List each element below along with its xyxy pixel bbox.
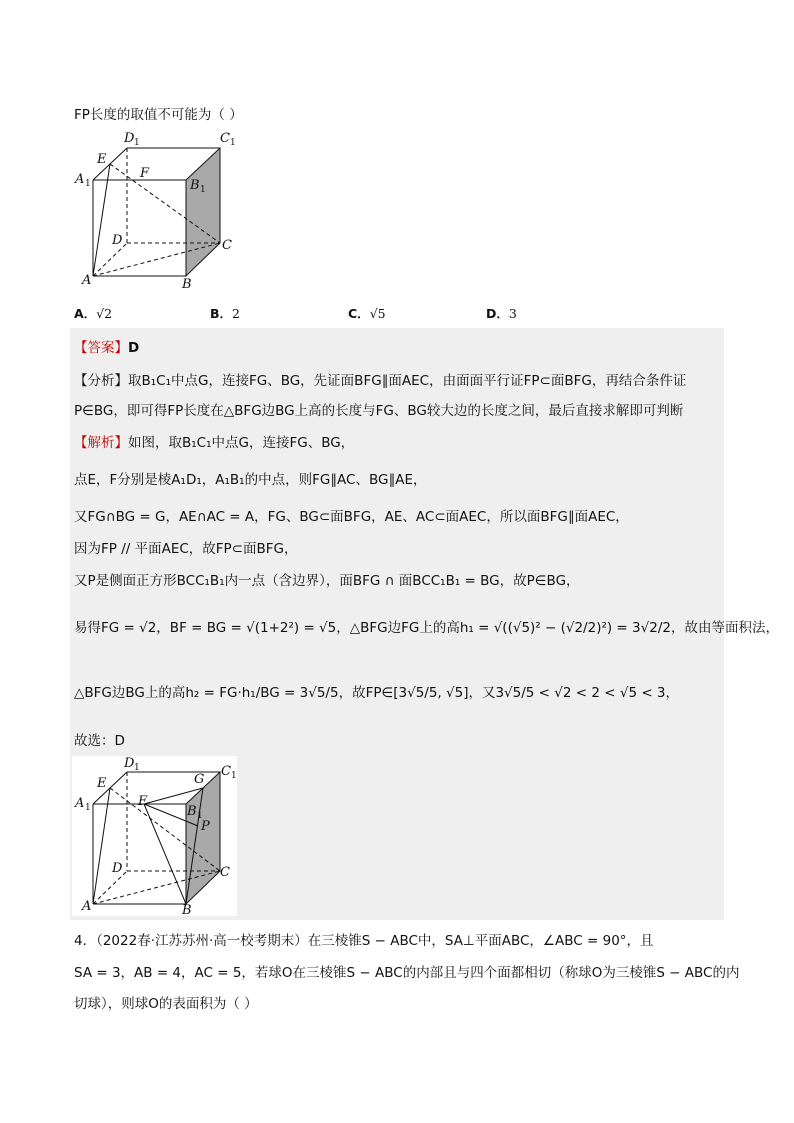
label-C: C <box>220 865 230 880</box>
label-A1: A <box>75 172 85 187</box>
option-d[interactable]: D．3 <box>486 306 517 321</box>
solution-conclusion: 故选：D <box>74 733 125 749</box>
label-E: E <box>97 152 107 167</box>
next-question-line-2: SA = 3，AB = 4，AC = 5，若球O在三棱锥S − ABC的内部且与四个面都相切（称球O为三棱锥S − ABC的内 <box>74 965 740 981</box>
svg-text:1: 1 <box>231 771 237 781</box>
label-P: P <box>201 819 210 834</box>
label-B: B <box>182 903 192 916</box>
label-E: E <box>97 776 107 791</box>
solution-line-3: 又FG∩BG = G，AE∩AC = A，FG、BG⊂面BFG，AE、AC⊂面AEC，所以面BFG∥面AEC， <box>74 509 629 525</box>
svg-text:1: 1 <box>85 179 91 189</box>
solution-tag: 【解析】 <box>74 435 128 451</box>
label-C1: C <box>221 764 231 779</box>
option-b[interactable]: B．2 <box>210 306 240 321</box>
cube-figure-1 <box>74 128 244 293</box>
solution-text-1: 如图，取B₁C₁中点G，连接FG、BG， <box>128 435 355 451</box>
svg-text:1: 1 <box>134 763 140 773</box>
solution-text-7a: △BFG边BG上的高h₂ = <box>74 685 215 701</box>
solution-text-6a: 易得FG = √2，BF = BG = √(1+2²) = √5，△BFG边FG上的高h₁ = <box>74 620 490 636</box>
solution-line-2: 点E，F分别是棱A₁D₁，A₁B₁的中点，则FG∥AC、BG∥AE， <box>74 472 427 488</box>
svg-text:1: 1 <box>200 185 206 195</box>
label-A: A <box>82 899 92 914</box>
cube-figure-2 <box>74 756 239 916</box>
label-D: D <box>112 861 123 876</box>
next-question-line-3: 切球），则球O的表面积为（ ） <box>74 996 258 1012</box>
label-A: A <box>82 273 92 288</box>
analysis-text-1: 取B₁C₁中点G，连接FG、BG，先证面BFG∥面AEC，由面面平行证FP⊂面BFG，再结合条件证 <box>128 373 687 389</box>
label-C1: C <box>220 131 230 146</box>
analysis-line-1 <box>74 369 686 389</box>
answer-line <box>74 336 139 356</box>
option-c[interactable]: C．√5 <box>348 306 386 321</box>
answer-tag: 【答案】 <box>74 340 128 356</box>
solution-line-6 <box>74 616 779 636</box>
label-C: C <box>222 238 232 253</box>
question-stem-tail: FP长度的取值不可能为（ ） <box>74 107 243 123</box>
label-B: B <box>182 277 192 292</box>
option-a[interactable]: A．√2 <box>74 306 113 321</box>
solution-text-7b: FG·h₁/BG = 3√5/5，故FP∈[3√5/5, √5]，又3√5/5 < √2 < 2 < √5 < 3， <box>219 685 680 701</box>
label-F: F <box>140 166 150 181</box>
svg-text:1: 1 <box>230 138 236 148</box>
label-D: D <box>112 233 123 248</box>
solution-line-4: 因为FP // 平面AEC，故FP⊂面BFG， <box>74 541 298 557</box>
analysis-line-2: P∈BG，即可得FP长度在△BFG边BG上高的长度与FG、BG较大边的长度之间，最后直接求解即可判断 <box>74 403 684 419</box>
label-B1: B <box>187 804 197 819</box>
label-A1: A <box>75 796 85 811</box>
shaded-face-bcc1b1 <box>186 772 220 904</box>
svg-text:1: 1 <box>197 811 203 821</box>
label-D1: D <box>124 756 135 771</box>
solution-text-6b: √((√5)² − (√2/2)²) = 3√2/2，故由等面积法， <box>493 620 779 636</box>
solution-line-1 <box>74 431 354 451</box>
label-D1: D <box>124 131 135 146</box>
label-F: F <box>138 794 148 809</box>
svg-text:1: 1 <box>134 138 140 148</box>
svg-text:1: 1 <box>85 803 91 813</box>
shaded-face-bcc1b1 <box>186 148 220 276</box>
label-G: G <box>194 772 205 787</box>
solution-line-5: 又P是侧面正方形BCC₁B₁内一点（含边界），面BFG ∩ 面BCC₁B₁ = BG，故P∈BG， <box>74 573 580 589</box>
answer-value: D <box>128 340 140 356</box>
label-B1: B <box>190 178 200 193</box>
analysis-tag: 【分析】 <box>74 373 128 389</box>
solution-line-7 <box>74 681 679 701</box>
next-question-line-1: 4．（2022春·江苏苏州·高一校考期末）在三棱锥S − ABC中，SA⊥平面ABC，∠ABC = 90°，且 <box>74 933 654 949</box>
